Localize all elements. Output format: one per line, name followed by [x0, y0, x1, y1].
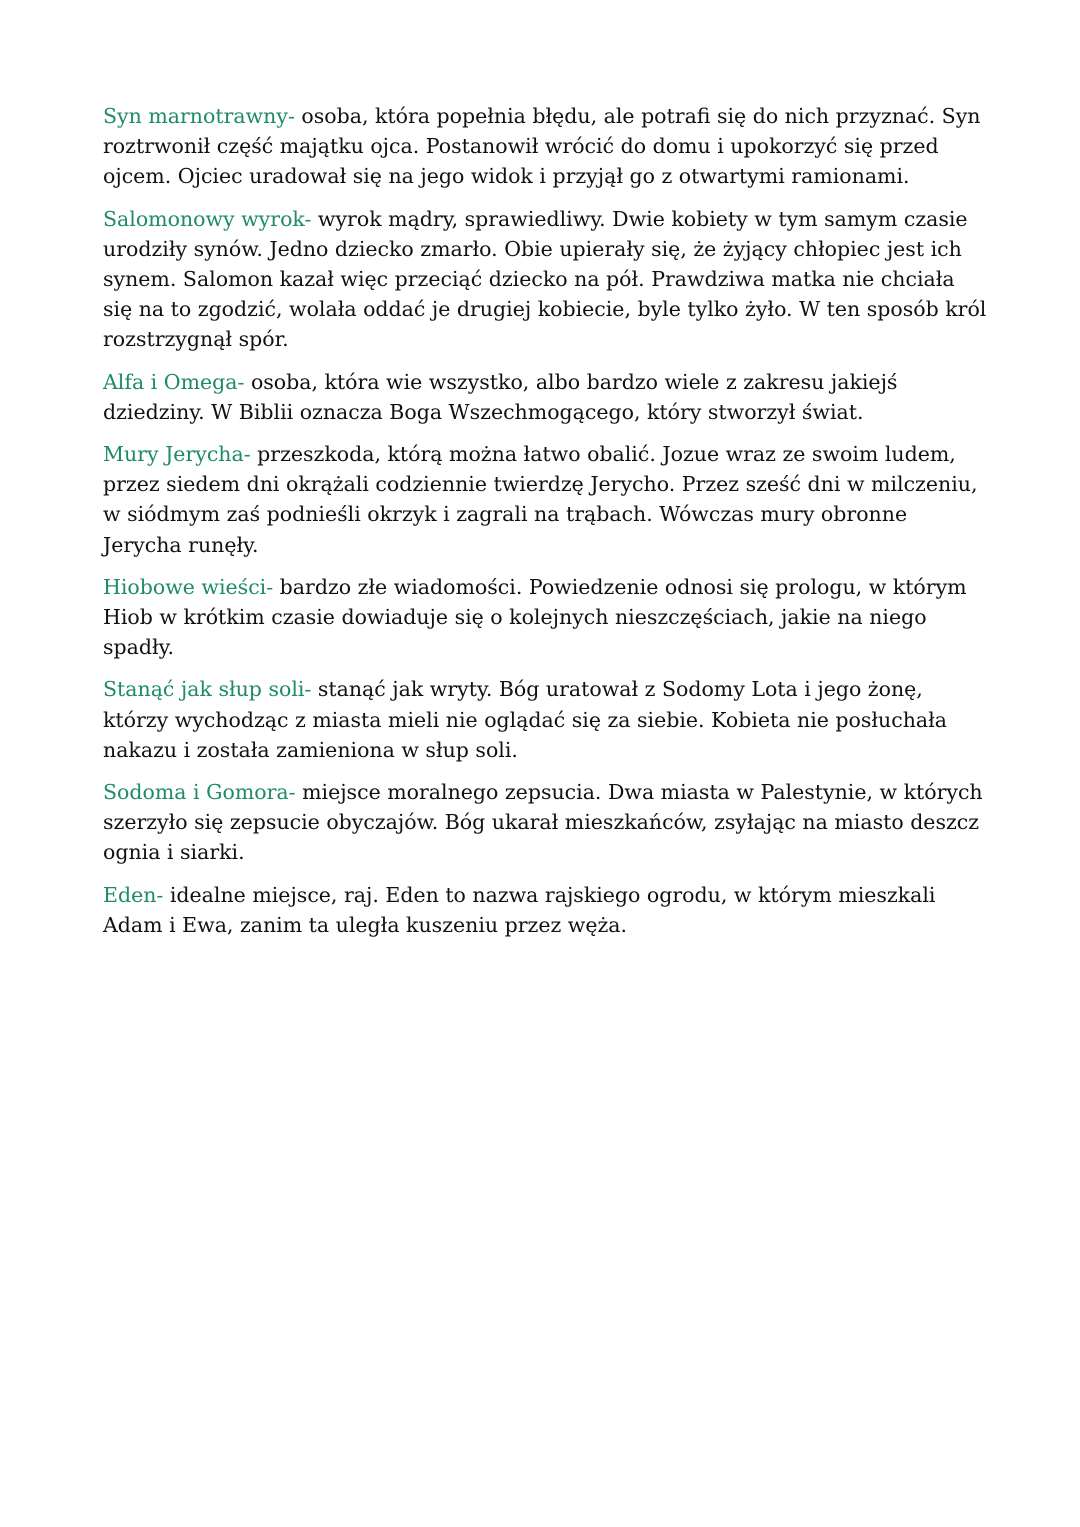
glossary-term: Syn marnotrawny- — [103, 104, 295, 128]
glossary-definition: wyrok mądry, sprawiedliwy. Dwie kobiety w tym samym czasie urodziły synów. Jedno dziecko zmarło. Obie upierały się, że żyjący chłopiec jest ich synem. Salomon kazał więc przeciąć dziecko na pół. Prawdziwa matka nie chciała się na to zgodzić, wolała oddać je drugiej kobiecie, byle tylko żyło. W ten sposób król rozstrzygnął spór. — [103, 206, 987, 352]
glossary-definition: stanąć jak wryty. Bóg uratował z Sodomy Lota i jego żonę, którzy wychodząc z miasta mieli nie oglądać się za siebie. Kobieta nie posłuchała nakazu i została zamieniona w słup soli. — [103, 677, 948, 762]
glossary-entry-syn-marnotrawny — [103, 101, 988, 192]
glossary-term: Mury Jerycha- — [103, 442, 251, 467]
glossary-definition: idealne miejsce, raj. Eden to nazwa rajskiego ogrodu, w którym mieszkali Adam i Ewa, zanim ta uległa kuszeniu przez węża. — [103, 882, 936, 937]
glossary-definition: osoba, która wie wszystko, albo bardzo wiele z zakresu jakiejś dziedziny. W Biblii oznacza Boga Wszechmogącego, który stworzył świat. — [103, 369, 898, 424]
glossary-definition: osoba, która popełnia błędu, ale potrafi się do nich przyznać. Syn roztrwonił część majątku ojca. Postanowił wrócić do domu i upokorzyć się przed ojcem. Ojciec uradował się na jego widok i przyjął go z otwartymi ramionami. — [103, 104, 981, 189]
glossary-entry-eden — [103, 880, 988, 940]
glossary-definition: bardzo złe wiadomości. Powiedzenie odnosi się prologu, w którym Hiob w krótkim czasie dowiaduje się o kolejnych nieszczęściach, jakie na niego spadły. — [103, 574, 967, 660]
glossary — [103, 101, 988, 952]
glossary-term: Sodoma i Gomora- — [103, 780, 296, 805]
glossary-entry-hiobowe-wiesci — [103, 572, 988, 663]
glossary-definition: miejsce moralnego zepsucia. Dwa miasta w Palestynie, w których szerzyło się zepsucie obyczajów. Bóg ukarał mieszkańców, zsyłając na miasto deszcz ognia i siarki. — [103, 780, 983, 865]
glossary-term: Eden- — [103, 882, 164, 907]
glossary-term: Stanąć jak słup soli- — [103, 677, 312, 702]
glossary-term: Salomonowy wyrok- — [103, 206, 312, 231]
glossary-entry-mury-jerycha — [103, 439, 988, 560]
glossary-entry-stanac-jak-slup-soli — [103, 674, 988, 765]
glossary-term: Alfa i Omega- — [103, 369, 245, 394]
glossary-entry-salomonowy-wyrok — [103, 204, 988, 355]
glossary-term: Hiobowe wieści- — [103, 574, 274, 599]
glossary-entry-alfa-i-omega — [103, 367, 988, 427]
glossary-definition: przeszkoda, którą można łatwo obalić. Jozue wraz ze swoim ludem, przez siedem dni okrążali codziennie twierdzę Jerycho. Przez sześć dni w milczeniu, w siódmym zaś podnieśli okrzyk i zagrali na trąbach. Wówczas mury obronne Jerycha runęły. — [103, 442, 978, 557]
glossary-entry-sodoma-i-gomora — [103, 777, 988, 868]
